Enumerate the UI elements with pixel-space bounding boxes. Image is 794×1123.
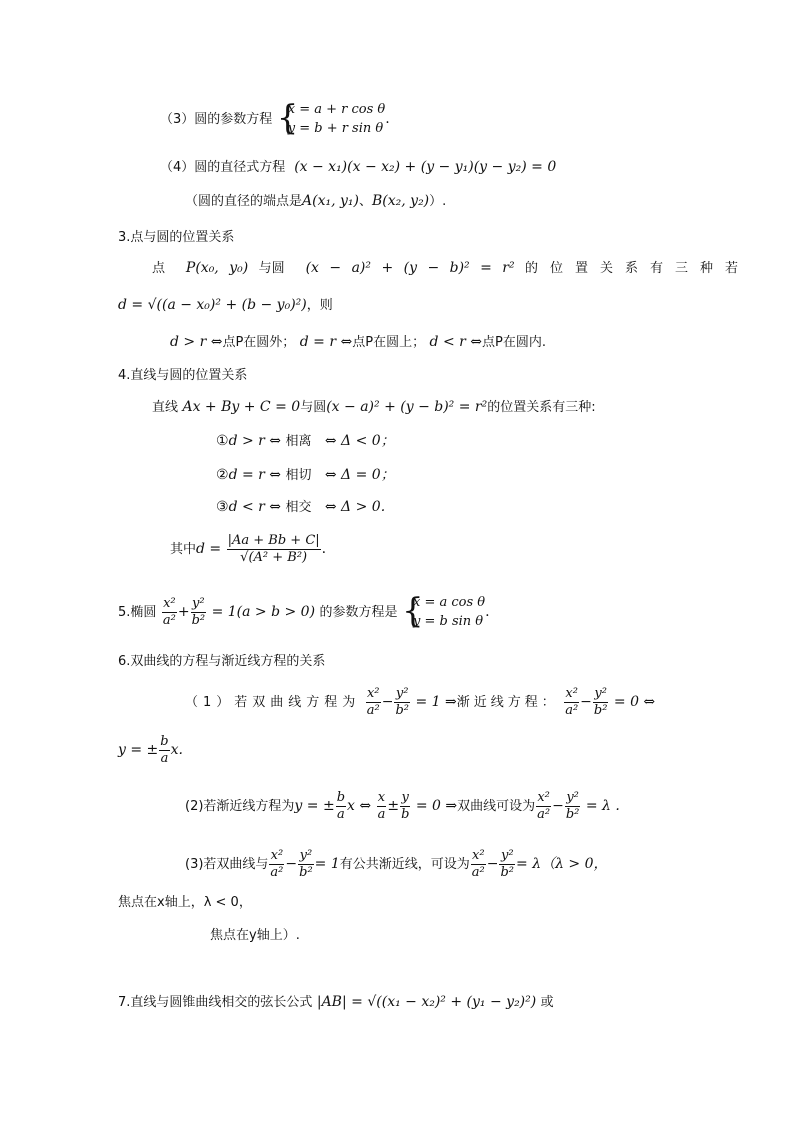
point-circle-intro: 点 P(x₀, y₀) 与圆 (x − a)² + (y − b)² = r² 的位置关系有三种若 <box>152 260 751 276</box>
param-row-y: y = b + r sin θ <box>287 121 384 136</box>
param-row-x: x = a + r cos θ <box>287 102 386 117</box>
hyperbola-part-3-end: 焦点在y轴上）. <box>210 928 300 943</box>
circle-parametric-label: （3）圆的参数方程 <box>160 112 273 127</box>
point-circle-relations: d > r ⇔点P在圆外； d = r ⇔点P在圆上； d < r ⇔点P在圆内. <box>170 334 546 350</box>
circle-diameter-formula: (x − x₁)(x − x₂) + (y − y₁)(y − y₂) = 0 <box>294 159 557 175</box>
hyperbola-part-1-asymptote: y = ± $\frac{b}{a}$ x. <box>118 733 183 766</box>
distance-definition: d = √((a − x₀)² + (b − y₀)²)，则 <box>118 297 333 313</box>
distance-fraction: $\frac{|Aa + Bb + C|}{\text{√(A² + B²)}}$ <box>227 532 320 565</box>
section-7-chord-length: 7.直线与圆锥曲线相交的弦长公式 |AB| = √((x₁ − x₂)² + (y₁ − y₂)²) 或 <box>118 994 554 1010</box>
hyperbola-part-1: （1）若双曲线方程为 $\frac{\text{x²}}{\text{a²}}$ − $\frac{\text{y²}}{\text{b²}}$ = 1 ⇒渐近线方程： $\frac{\text{x²}}{\text{a²}}$ − $\frac{\text{y²}}{\text{b²}}$ = 0 ⇔ <box>185 685 656 718</box>
chord-ab: |AB| <box>316 994 347 1010</box>
line-circle-intro: 直线 Ax + By + C = 0与圆(x − a)² + (y − b)² = r²的位置关系有三种: <box>152 399 596 415</box>
chord-formula: √((x₁ − x₂)² + (y₁ − y₂)²) <box>367 994 537 1010</box>
hyperbola-part-3: (3)若双曲线与 $\frac{\text{x²}}{\text{a²}}$ − $\frac{\text{y²}}{\text{b²}}$ = 1有公共渐近线，可设为 $\frac{\text{x²}}{\text{a²}}$ − $\frac{\text{y²}}{\text{b²}}$ = λ（λ > 0， <box>185 847 608 880</box>
line-circle-case-3: ③d < r ⇔ 相交 ⇔ Δ > 0. <box>216 499 386 515</box>
line-circle-case-2: ②d = r ⇔ 相切 ⇔ Δ = 0； <box>216 467 395 483</box>
ellipse-parametric-system: { x = a cos θ y = b sin θ <box>401 591 486 631</box>
section-4-heading: 4.直线与圆的位置关系 <box>118 368 248 383</box>
circle-parametric-system: { x = a + r cos θ y = b + r sin θ <box>276 98 386 138</box>
circle-diameter-label: （4）圆的直径式方程 <box>160 160 286 175</box>
line-circle-case-1: ①d > r ⇔ 相离 ⇔ Δ < 0； <box>216 433 395 449</box>
section-3-heading: 3.点与圆的位置关系 <box>118 230 235 245</box>
section-6-heading: 6.双曲线的方程与渐近线方程的关系 <box>118 654 326 669</box>
circle-diameter-note: （圆的直径的端点是A(x₁, y₁)、B(x₂, y₂)）. <box>185 193 447 209</box>
circle-diameter-line <box>160 158 556 177</box>
line-circle-distance: 其中d = $\frac{|Aa + Bb + C|}{\text{√(A² + B²)}}$ . <box>170 532 327 565</box>
circle-parametric-line: （3）圆的参数方程 { x = a + r cos θ y = b + r sin θ . <box>160 98 390 138</box>
hyperbola-part-2: (2)若渐近线方程为y = ± $\frac{b}{a}$ x ⇔ $\frac{x}{a}$ ± $\frac{y}{b}$ = 0 ⇒双曲线可设为 $\frac{\text{x²}}{\text{a²}}$ − $\frac{\text{y²}}{\text{b²}}$ = λ . <box>185 789 620 822</box>
hyperbola-part-3-cont: 焦点在x轴上，λ < 0， <box>118 895 252 910</box>
section-5-ellipse: 5.椭圆 $\frac{\text{x²}}{\text{a²}}$ + $\frac{\text{y²}}{\text{b²}}$ = 1(a > b > 0) 的参数方程是 { x = a cos θ y = b sin θ . <box>118 591 490 631</box>
